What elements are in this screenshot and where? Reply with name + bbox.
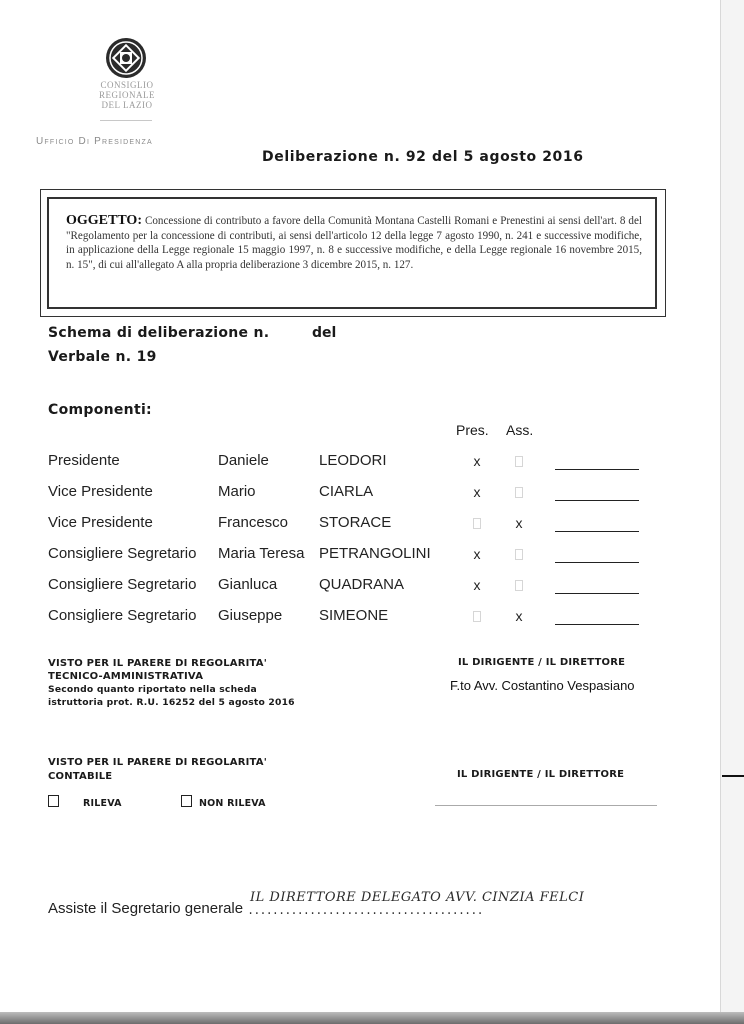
handwritten-signature: IL DIRETTORE DELEGATO AVV. CINZIA FELCI	[250, 890, 585, 905]
signature-line	[555, 593, 639, 594]
signature-line	[555, 531, 639, 532]
office-name: Ufficio Di Presidenza	[36, 136, 153, 147]
member-row	[0, 514, 700, 540]
signature-line	[555, 500, 639, 501]
visto-tecnico-line2: TECNICO-AMMINISTRATIVA	[48, 671, 204, 682]
member-role: Presidente	[48, 452, 120, 469]
ass-column-header: Ass.	[506, 422, 534, 438]
verbale-number: Verbale n. 19	[48, 349, 157, 365]
contabile-signature-line	[435, 805, 657, 806]
member-row	[0, 452, 700, 478]
page-edge	[720, 0, 744, 1024]
pres-checkbox	[473, 518, 481, 529]
edge-mark	[722, 775, 744, 777]
rileva-label: RILEVA	[83, 798, 122, 809]
oggetto-label: OGGETTO:	[66, 213, 142, 228]
ass-checkbox	[515, 456, 523, 467]
member-first-name: Gianluca	[218, 576, 278, 593]
member-last-name: LEODORI	[319, 452, 387, 469]
visto-tecnico-line4: istruttoria prot. R.U. 16252 del 5 agosto 2016	[48, 697, 295, 708]
member-ass-mark: x	[515, 515, 523, 531]
member-first-name: Mario	[218, 483, 256, 500]
ass-checkbox	[515, 580, 523, 591]
visto-tecnico-line1: VISTO PER IL PARERE DI REGOLARITA'	[48, 658, 267, 669]
member-last-name: QUADRANA	[319, 576, 405, 593]
member-row	[0, 545, 700, 571]
regional-council-logo-icon	[104, 36, 148, 80]
member-row	[0, 576, 700, 602]
member-first-name: Francesco	[218, 514, 289, 531]
member-role: Vice Presidente	[48, 514, 153, 531]
signature-line	[555, 469, 639, 470]
oggetto-paragraph	[66, 214, 642, 272]
visto-contabile-block	[48, 756, 267, 784]
signature-line	[555, 624, 639, 625]
member-first-name: Daniele	[218, 452, 269, 469]
signed-by-text: F.to Avv. Costantino Vespasiano	[450, 678, 635, 693]
visto-tecnico-line3: Secondo quanto riportato nella scheda	[48, 684, 257, 695]
member-pres-mark: x	[473, 484, 481, 500]
member-role: Vice Presidente	[48, 483, 153, 500]
member-last-name: SIMEONE	[319, 607, 389, 624]
pres-checkbox	[473, 611, 481, 622]
logo-divider	[100, 120, 152, 121]
member-row	[0, 483, 700, 509]
pres-column-header: Pres.	[456, 422, 489, 438]
member-row	[0, 607, 700, 633]
assiste-dotted-line: ......................................	[247, 904, 483, 918]
dirigente-label-contabile: IL DIRIGENTE / IL DIRETTORE	[457, 769, 625, 780]
componenti-heading: Componenti:	[48, 402, 152, 418]
member-role: Consigliere Segretario	[48, 576, 197, 593]
member-role: Consigliere Segretario	[48, 607, 197, 624]
member-pres-mark: x	[473, 546, 481, 562]
member-last-name: STORACE	[319, 514, 392, 531]
scan-bottom-edge	[0, 1012, 744, 1024]
non-rileva-checkbox[interactable]	[181, 795, 192, 807]
logo-caption: CONSIGLIO REGIONALE DEL LAZIO	[99, 80, 155, 110]
deliberation-title: Deliberazione n. 92 del 5 agosto 2016	[262, 149, 584, 165]
visto-tecnico-block	[48, 657, 295, 709]
oggetto-text: Concessione di contributo a favore della Comunità Montana Castelli Romani e Prenestini ai sensi dell'art. 8 del "Regolamento per la concessione di contributi, ai sensi dell'articolo 12 della legge 7 agosto 1990, n. 241 e successive modifiche, in applicazione della Legge regionale 15 maggio 1997, n. 8 e successive modifiche, e della Legge regionale 16 novembre 2015, n. 15", di cui all'allegato A alla propria deliberazione 3 dicembre 2015, n. 127.	[66, 215, 642, 271]
member-ass-mark: x	[515, 608, 523, 624]
non-rileva-label: NON RILEVA	[199, 798, 266, 809]
member-pres-mark: x	[473, 453, 481, 469]
member-pres-mark: x	[473, 577, 481, 593]
visto-contabile-line2: CONTABILE	[48, 771, 113, 782]
assiste-label: Assiste il Segretario generale	[48, 900, 244, 917]
member-first-name: Giuseppe	[218, 607, 283, 624]
ass-checkbox	[515, 487, 523, 498]
visto-contabile-line1: VISTO PER IL PARERE DI REGOLARITA'	[48, 757, 267, 768]
dirigente-label-tecnico: IL DIRIGENTE / IL DIRETTORE	[458, 657, 626, 668]
schema-del-label: del	[312, 325, 337, 341]
schema-label: Schema di deliberazione n.	[48, 325, 270, 341]
member-last-name: CIARLA	[319, 483, 374, 500]
signature-line	[555, 562, 639, 563]
rileva-checkbox[interactable]	[48, 795, 59, 807]
member-last-name: PETRANGOLINI	[319, 545, 431, 562]
ass-checkbox	[515, 549, 523, 560]
member-first-name: Maria Teresa	[218, 545, 305, 562]
member-role: Consigliere Segretario	[48, 545, 197, 562]
